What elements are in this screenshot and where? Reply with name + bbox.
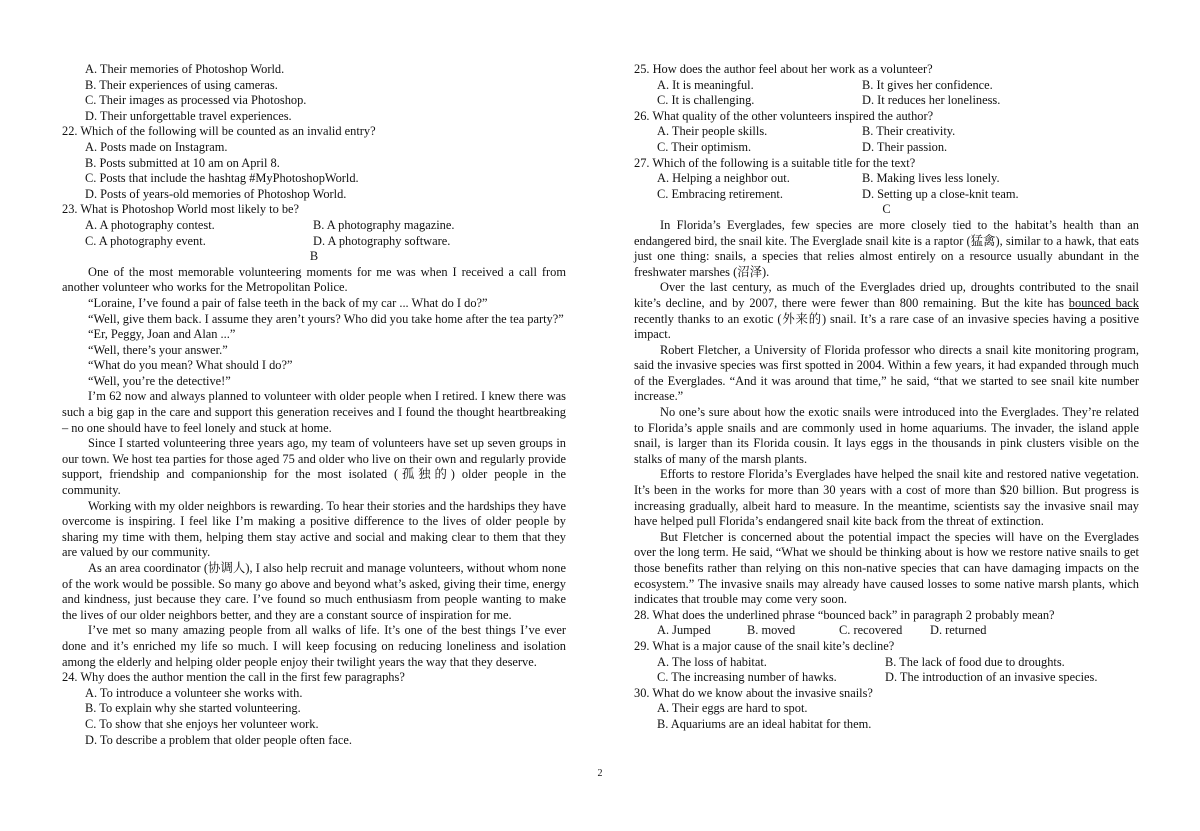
passage-c-paragraph-2 <box>634 280 1139 342</box>
q27-options-row-1 <box>634 171 1139 187</box>
q25-option-a: A. It is meaningful. <box>657 77 754 92</box>
q24-option-a: A. To introduce a volunteer she works with. <box>85 685 303 700</box>
q21-option-c: C. Their images as processed via Photoshop. <box>85 93 307 108</box>
q29-options-row-2 <box>634 670 1139 686</box>
q21-option-d: D. Their unforgettable travel experiences. <box>85 108 292 123</box>
q26-option-c: C. Their optimism. <box>657 139 752 154</box>
q25-stem: 25. How does the author feel about her work as a volunteer? <box>634 62 933 76</box>
q30-option-a: A. Their eggs are hard to spot. <box>657 701 808 716</box>
q25-options-row-1 <box>634 78 1139 94</box>
q30-option-b: B. Aquariums are an ideal habitat for them. <box>657 716 872 731</box>
passage-b-paragraph: “What do you mean? What should I do?” <box>88 358 293 373</box>
q22-option-a: A. Posts made on Instagram. <box>85 139 228 154</box>
q29-option-b: B. The lack of food due to droughts. <box>885 654 1065 669</box>
q23-option-d: D. A photography software. <box>313 233 451 248</box>
passage-b-paragraph: I’ve met so many amazing people from all walks of life. It’s one of the best things I’ve ever done and it’s enriched my life so much. I will keep focusing on reducing loneliness and isolation among the elderly and helping older people enjoy their twilight years the way that they deserve. <box>62 623 566 669</box>
q22-option-d: D. Posts of years-old memories of Photoshop World. <box>85 186 347 201</box>
passage-b-paragraph: As an area coordinator (协调人), I also help recruit and manage volunteers, without whom none of the work would be possible. So many go above and beyond what’s asked, giving their time, energy and kindness, just because they care. I’ve found so much enthusiasm from people wanting to make the lives of our older neighbors better, and they are a constant source of inspiration for me. <box>62 561 566 622</box>
q25-option-d: D. It reduces her loneliness. <box>862 93 1001 108</box>
q28-option-b: B. moved <box>747 623 796 638</box>
q26-options-row-2 <box>634 140 1139 156</box>
passage-b-paragraph: Working with my older neighbors is rewarding. To hear their stories and the hardships they have overcome is inspiring. I feel like I’m making a positive difference to the lives of older people by sharing my time with them, helping them stay active and social and making clear to them that they are valued by our community. <box>62 498 566 560</box>
q30-stem: 30. What do we know about the invasive snails? <box>634 685 873 700</box>
left-column <box>62 62 566 748</box>
passage-b-paragraph: “Er, Peggy, Joan and Alan ...” <box>88 327 236 342</box>
q27-option-b: B. Making lives less lonely. <box>862 171 1000 186</box>
q27-stem: 27. Which of the following is a suitable title for the text? <box>634 155 916 170</box>
q29-stem: 29. What is a major cause of the snail kite’s decline? <box>634 638 895 653</box>
q27-option-d: D. Setting up a close-knit team. <box>862 186 1019 201</box>
q22-stem: 22. Which of the following will be counted as an invalid entry? <box>62 124 376 139</box>
q23-stem: 23. What is Photoshop World most likely to be? <box>62 202 300 217</box>
section-c-heading: C <box>882 202 891 217</box>
passage-b-paragraph: “Well, there’s your answer.” <box>88 342 228 357</box>
passage-b-paragraph: “Well, you’re the detective!” <box>88 373 231 388</box>
q25-option-c: C. It is challenging. <box>657 93 755 108</box>
q23-option-c: C. A photography event. <box>85 233 206 248</box>
passage-c-paragraph: Efforts to restore Florida’s Everglades have helped the snail kite and restored native vegetation. It’s been in the works for more than 30 years with a cost of more than $20 billion. But progress is increasing gradually, albeit hard to measure. In the meantime, scientists say the invasive snail may have helped pull Florida’s endangered snail kite back from the threat of extinction. <box>634 467 1139 529</box>
passage-c-paragraph: But Fletcher is concerned about the potential impact the species will have on the Everglades over the long term. He said, “What we should be thinking about is how we restore native snails to get those benefits rather than relying on this non-native species that can have damaging impacts on the ecosystem.” The invasive snails may already have caused losses to some native marsh plants, which indicates that trouble may come very soon. <box>634 529 1139 607</box>
q22-option-c: C. Posts that include the hashtag #MyPhotoshopWorld. <box>85 171 359 186</box>
q23-options-row-2 <box>62 234 566 250</box>
q24-stem: 24. Why does the author mention the call in the first few paragraphs? <box>62 670 405 685</box>
q29-option-d: D. The introduction of an invasive species. <box>885 670 1098 685</box>
passage-b-paragraph: “Well, give them back. I assume they aren’t yours? Who did you take home after the tea party?” <box>88 311 564 326</box>
q28-options-row <box>634 623 1139 639</box>
passage-c-paragraph: In Florida’s Everglades, few species are more closely tied to the habitat’s health than an endangered bird, the snail kite. The Everglade snail kite is a raptor (猛禽), similar to a hawk, that eats just one thing: snails, a species that relies almost entirely on a resource usually abundant in the freshwater marshes (沼泽). <box>634 217 1139 279</box>
passage-b-paragraph: “Loraine, I’ve found a pair of false teeth in the back of my car ... What do I do?” <box>88 295 488 310</box>
right-column <box>634 62 1139 733</box>
q26-option-a: A. Their people skills. <box>657 124 768 139</box>
q28-option-c: C. recovered <box>839 623 903 638</box>
q29-options-row-1 <box>634 655 1139 671</box>
passage-c-p2-before: Over the last century, as much of the Everglades dried up, droughts contributed to the snail kite’s decline, and by 2007, there were fewer than 800 remaining. But the kite has <box>634 280 1139 310</box>
q26-options-row-1 <box>634 124 1139 140</box>
q27-options-row-2 <box>634 187 1139 203</box>
page-number: 2 <box>597 768 603 779</box>
q26-option-b: B. Their creativity. <box>862 124 956 139</box>
q28-option-a: A. Jumped <box>657 623 711 638</box>
q29-option-a: A. The loss of habitat. <box>657 654 767 669</box>
underlined-phrase: bounced back <box>1068 295 1139 310</box>
q22-option-b: B. Posts submitted at 10 am on April 8. <box>85 155 280 170</box>
section-b-heading: B <box>309 249 319 264</box>
q27-option-c: C. Embracing retirement. <box>657 186 783 201</box>
q25-options-row-2 <box>634 93 1139 109</box>
passage-b-paragraph: I’m 62 now and always planned to volunteer with older people when I retired. I knew there was such a big gap in the care and support this generation receives and I found the thought heartbreaking – no one should have to feel lonely and stuck at home. <box>62 389 566 435</box>
q21-option-a: A. Their memories of Photoshop World. <box>85 62 285 76</box>
q23-option-b: B. A photography magazine. <box>313 217 455 232</box>
q21-option-b: B. Their experiences of using cameras. <box>85 77 278 92</box>
passage-c-p2-after: recently thanks to an exotic (外来的) snail. It’s a rare case of an invasive species having a positive impact. <box>634 311 1139 342</box>
passage-c-paragraph: Robert Fletcher, a University of Florida professor who directs a snail kite monitoring program, said the invasive species was first spotted in 2004. Within a few years, it had expanded through much of the Everglades. “And it was around that time,” he said, “that we started to see snail kite number increase.” <box>634 342 1139 404</box>
q24-option-d: D. To describe a problem that older people often face. <box>85 732 352 747</box>
q23-option-a: A. A photography contest. <box>85 217 215 232</box>
passage-b-paragraph: One of the most memorable volunteering moments for me was when I received a call from another volunteer who works for the Metropolitan Police. <box>62 264 566 295</box>
passage-b-paragraph: Since I started volunteering three years ago, my team of volunteers have set up seven groups in our town. We host tea parties for those aged 75 and older who live on their own and regularly provide support, friendship and companionship for the most isolated (孤独的) older people in the community. <box>62 436 566 498</box>
q26-stem: 26. What quality of the other volunteers inspired the author? <box>634 108 934 123</box>
q24-option-c: C. To show that she enjoys her volunteer work. <box>85 716 319 731</box>
q29-option-c: C. The increasing number of hawks. <box>657 670 837 685</box>
q23-options-row-1 <box>62 218 566 234</box>
passage-c-paragraph: No one’s sure about how the exotic snails were introduced into the Everglades. They’re related to Florida’s apple snails and are commonly used in home aquariums. The invader, the island apple snail, is larger than its Florida cousin. It lays eggs in the thousands in pink clusters visible on the stalks of many of the marsh plants. <box>634 405 1139 466</box>
q28-option-d: D. returned <box>930 623 987 638</box>
q24-option-b: B. To explain why she started volunteering. <box>85 701 301 716</box>
q27-option-a: A. Helping a neighbor out. <box>657 171 790 186</box>
q28-stem: 28. What does the underlined phrase “bounced back” in paragraph 2 probably mean? <box>634 607 1055 622</box>
q25-option-b: B. It gives her confidence. <box>862 77 993 92</box>
q26-option-d: D. Their passion. <box>862 139 948 154</box>
